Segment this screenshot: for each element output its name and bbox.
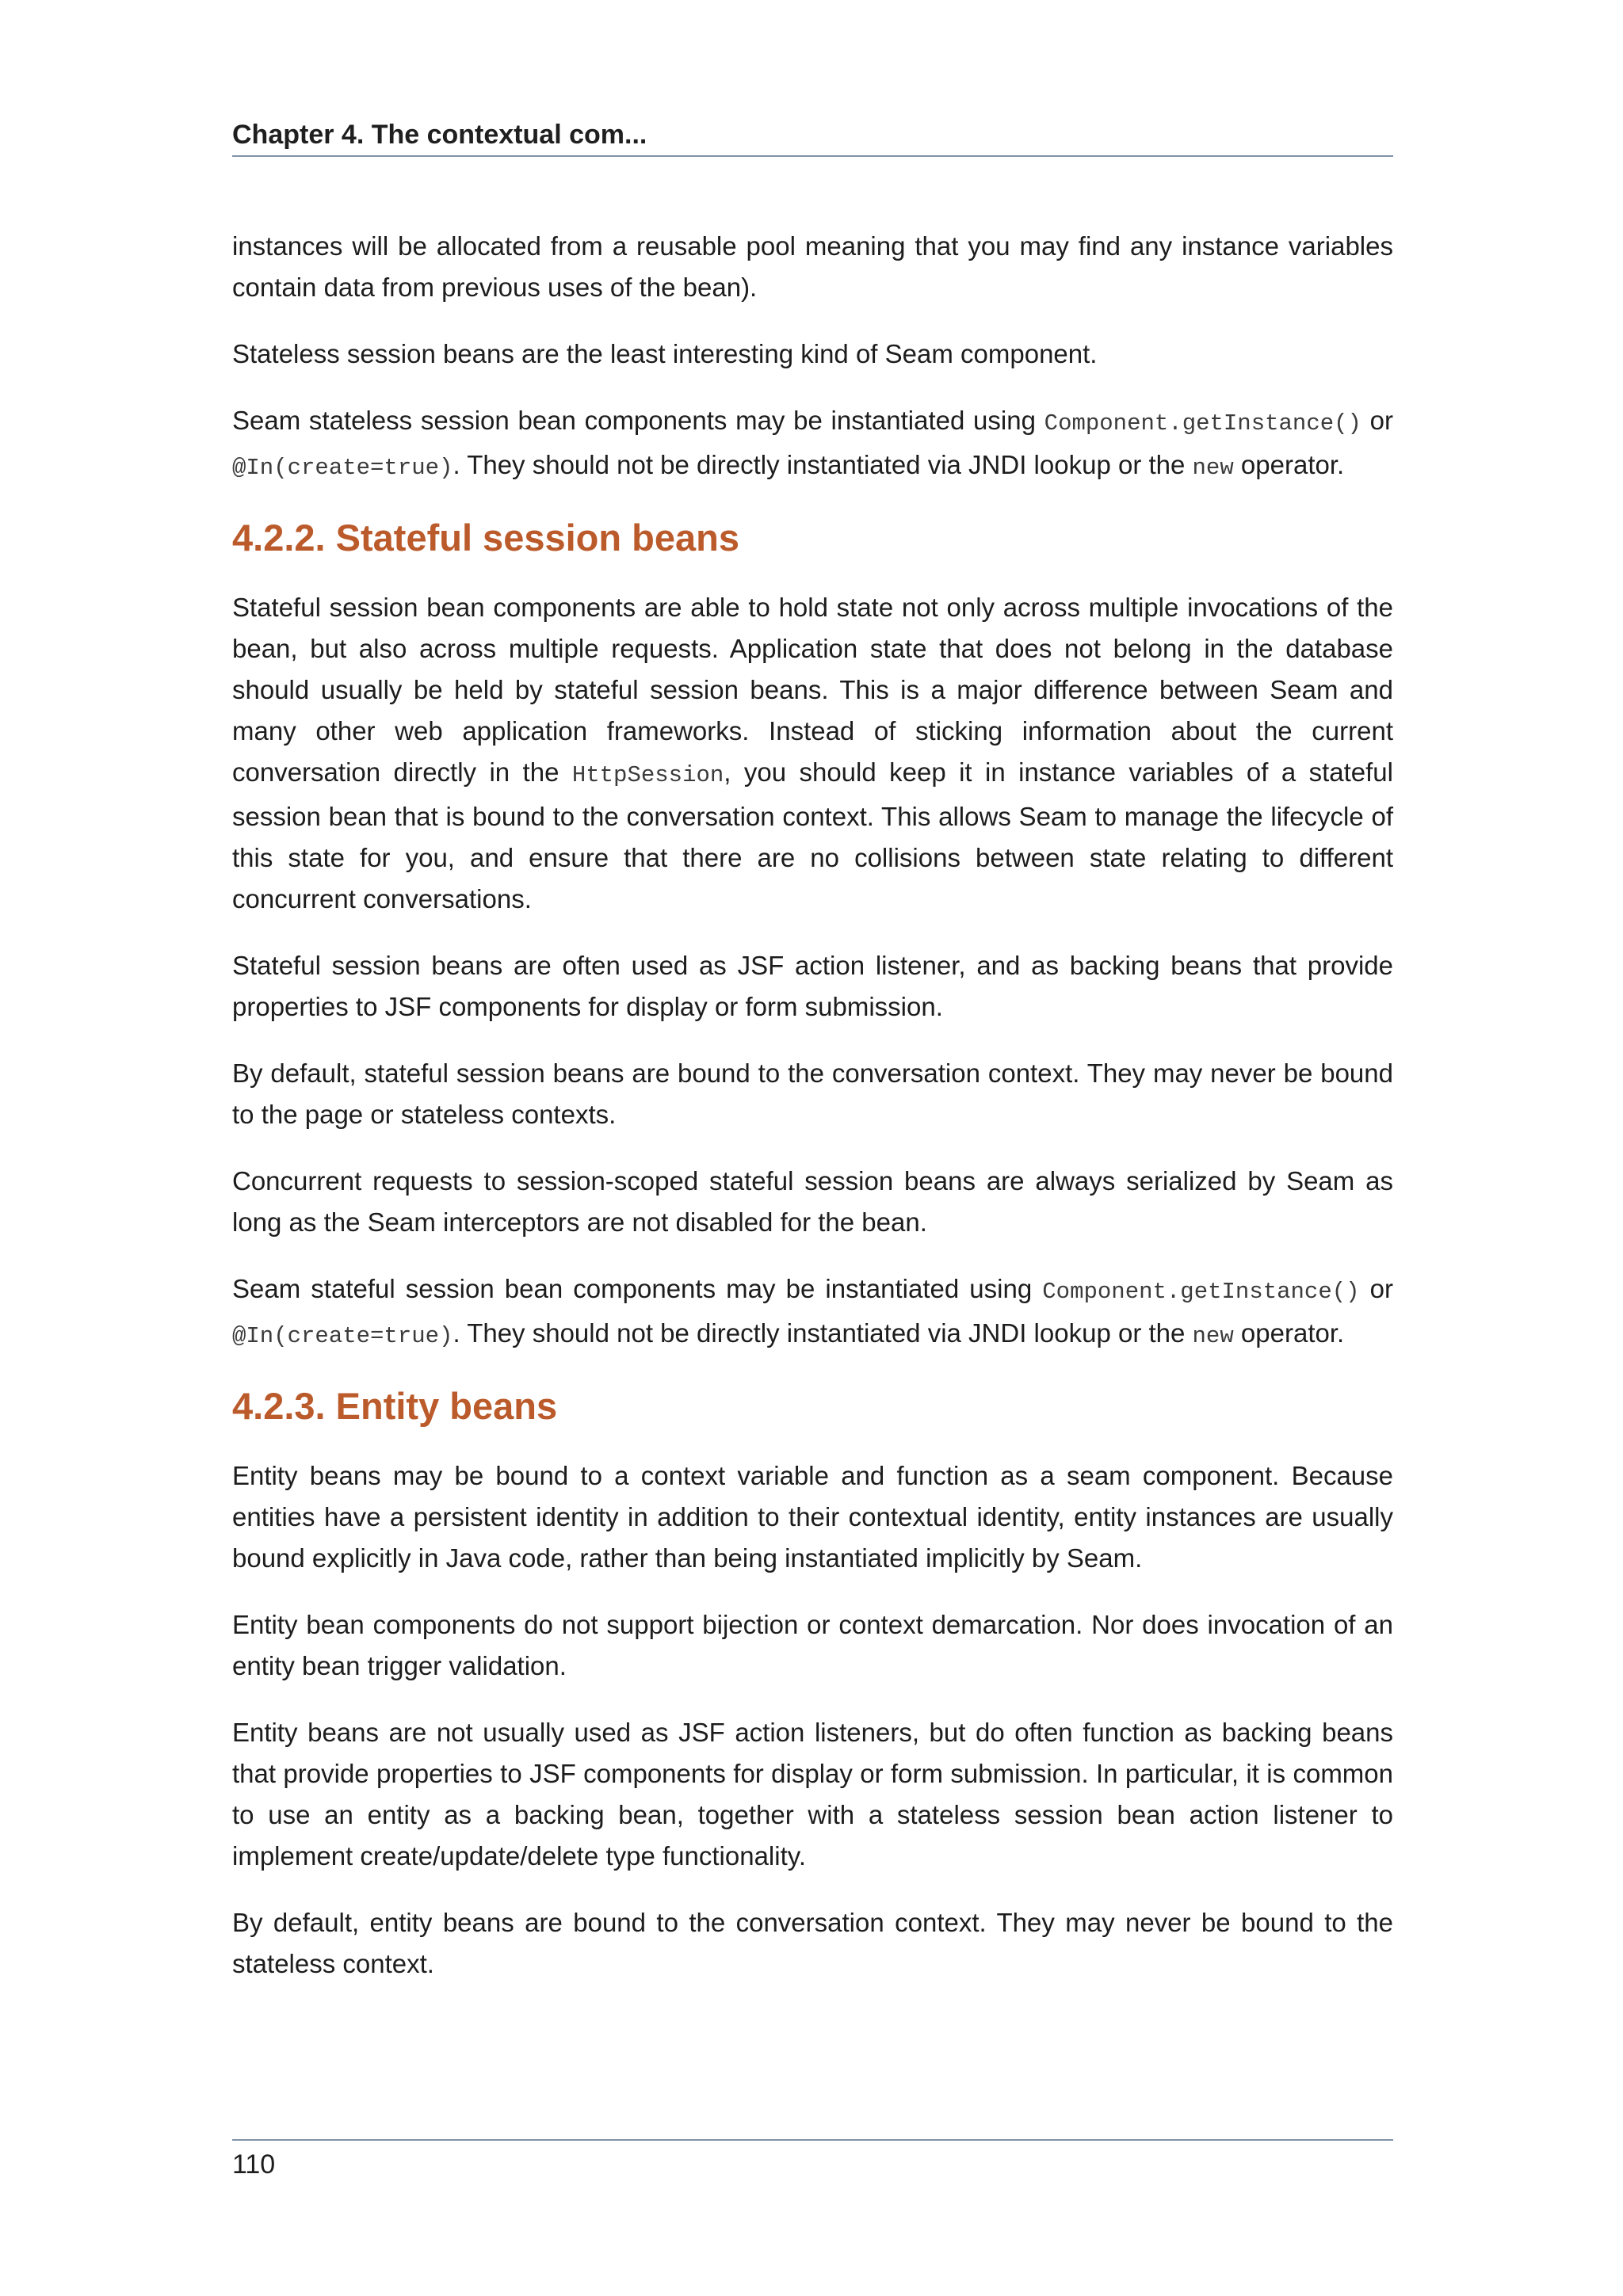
chapter-title: Chapter 4. The contextual com... [232, 120, 647, 150]
paragraph-stateless-instantiation [232, 400, 1393, 489]
paragraph-stateful-default-context: By default, stateful session beans are bound to the conversation context. They may never be bound to the page or stateless contexts. [232, 1058, 1393, 1129]
page-content [232, 226, 1393, 2010]
text-run: . They should not be directly instantiated via JNDI lookup or the [453, 1318, 1193, 1348]
paragraph-stateful-jsf: Stateful session beans are often used as JSF action listener, and as backing beans that provide properties to JSF components for display or form submission. [232, 951, 1393, 1021]
heading-stateful-session-beans: 4.2.2. Stateful session beans [232, 517, 739, 559]
text-run: Seam stateful session bean components may be instantiated using [232, 1274, 1043, 1303]
paragraph-entity-bijection: Entity bean components do not support bijection or context demarcation. Nor does invocation of an entity bean trigger validation. [232, 1610, 1393, 1680]
paragraph-entity-default-context: By default, entity beans are bound to the conversation context. They may never be bound to the stateless context. [232, 1908, 1393, 1978]
paragraph-stateful-concurrency: Concurrent requests to session-scoped stateful session beans are always serialized by Seam as long as the Seam interceptors are not disabled for the bean. [232, 1166, 1393, 1237]
running-header [232, 117, 1393, 157]
heading-entity-beans: 4.2.3. Entity beans [232, 1385, 558, 1427]
code-in-create-true: @In(create=true) [232, 1323, 453, 1349]
text-run: operator. [1233, 1318, 1345, 1348]
text-run: operator. [1233, 450, 1345, 479]
page-footer [232, 2139, 1393, 2180]
paragraph-entity-context-variable: Entity beans may be bound to a context variable and function as a seam component. Because entities have a persistent identity in addition to their contextual identity, entity instances are usually bound explicitly in Java code, rather than being instantiated implicitly by Seam. [232, 1461, 1393, 1573]
text-run: , you should keep it in instance variables of a stateful session bean that is bound to the conversation context. This allows Seam to manage the lifecycle of this state for you, and ensure that there are no collisions between state relating to different concurrent conversations. [232, 757, 1393, 913]
text-run: . They should not be directly instantiated via JNDI lookup or the [453, 450, 1193, 479]
text-run: Seam stateless session bean components may be instantiated using [232, 406, 1044, 435]
paragraph-stateful-state [232, 587, 1393, 920]
paragraph-pool-note: instances will be allocated from a reusable pool meaning that you may find any instance variables contain data from previous uses of the bean). [232, 231, 1393, 302]
text-run: Stateful session bean components are able to hold state not only across multiple invocations of the bean, but also across multiple requests. Application state that does not belong in the database should usually be held by stateful session beans. This is a major difference between Seam and many other web application frameworks. Instead of sticking information about the current conversation directly in the [232, 593, 1393, 787]
code-in-create-true: @In(create=true) [232, 455, 453, 481]
paragraph-stateful-instantiation [232, 1268, 1393, 1357]
code-new: new [1192, 1323, 1234, 1349]
text-run: or [1359, 1274, 1393, 1303]
code-new: new [1192, 455, 1234, 481]
document-page [232, 0, 1393, 2296]
code-httpsession: HttpSession [571, 762, 724, 788]
code-component-getinstance: Component.getInstance() [1044, 410, 1361, 437]
text-run: or [1361, 406, 1393, 435]
page-number: 110 [232, 2149, 276, 2180]
paragraph-stateless-interest: Stateless session beans are the least interesting kind of Seam component. [232, 339, 1098, 368]
paragraph-entity-backing-beans: Entity beans are not usually used as JSF action listeners, but do often function as backing beans that provide properties to JSF components for display or form submission. In particular, it is common to use an entity as a backing bean, together with a stateless session bean action listener to implement create/update/delete type functionality. [232, 1718, 1393, 1871]
code-component-getinstance: Component.getInstance() [1042, 1279, 1360, 1305]
